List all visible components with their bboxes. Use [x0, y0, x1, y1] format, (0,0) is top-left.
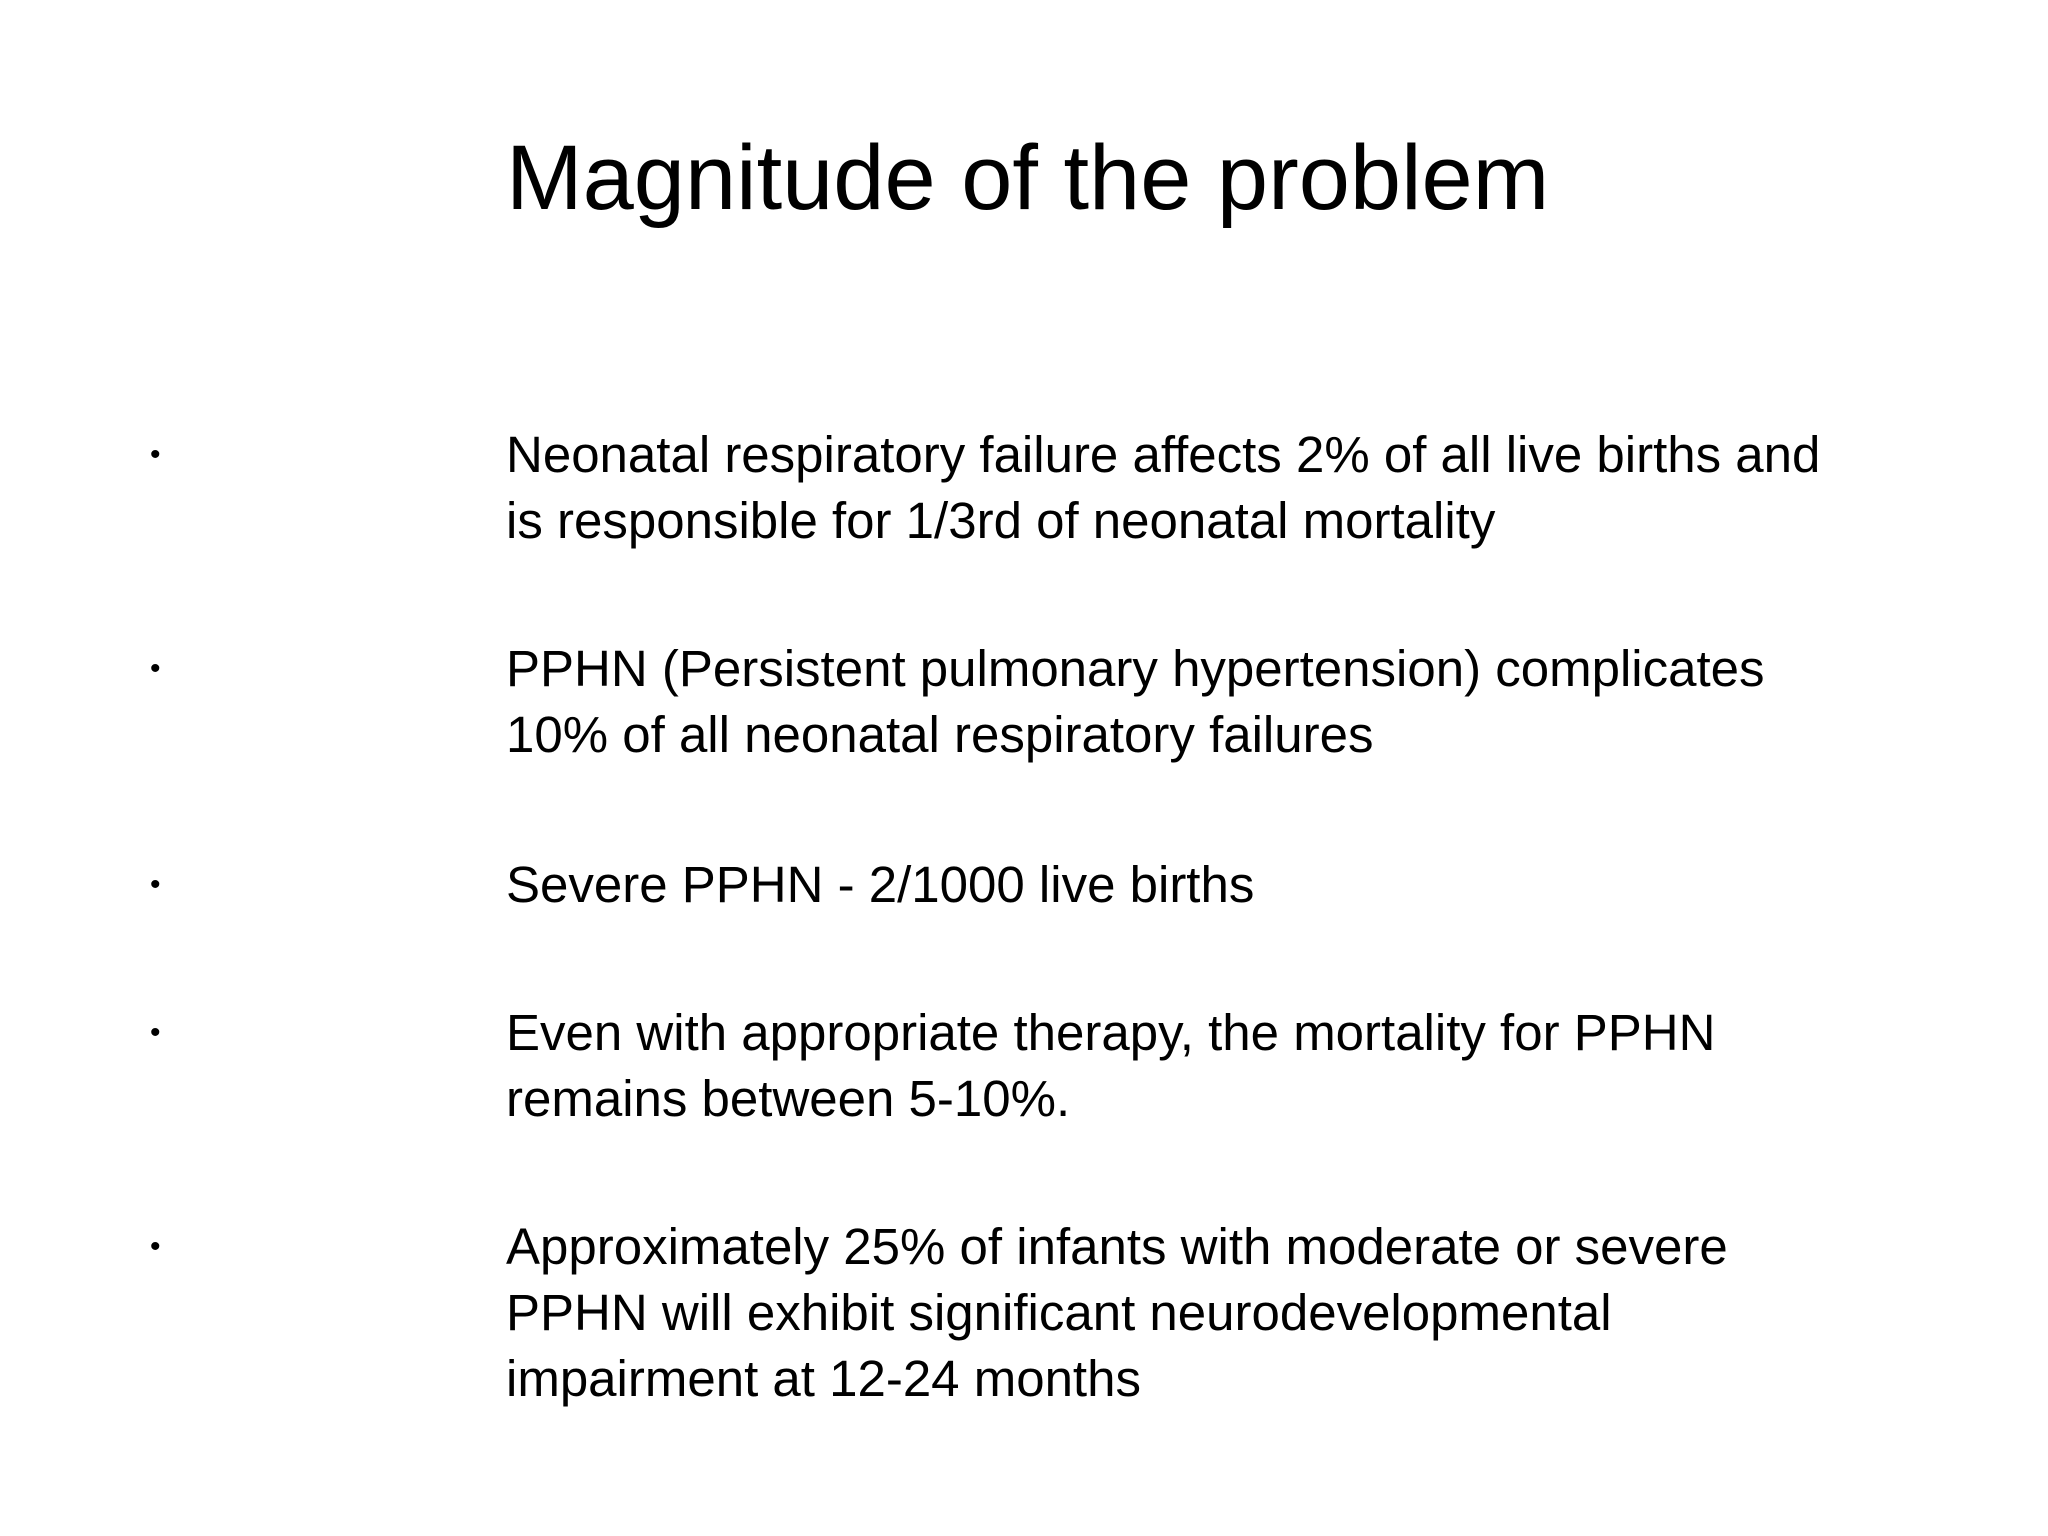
bullet-text	[506, 422, 1986, 554]
bullet-icon: •	[150, 1230, 161, 1263]
bullet-line: PPHN (Persistent pulmonary hypertension) complicates	[506, 640, 1765, 697]
bullet-line: is responsible for 1/3rd of neonatal mortality	[506, 492, 1496, 549]
bullet-text	[506, 852, 1986, 918]
bullet-line: PPHN will exhibit significant neurodevelopmental	[506, 1284, 1612, 1341]
bullet-text	[506, 636, 1986, 768]
bullet-line: 10% of all neonatal respiratory failures	[506, 706, 1374, 763]
bullet-icon: •	[150, 1016, 161, 1049]
bullet-line: impairment at 12-24 months	[506, 1350, 1141, 1407]
bullet-line: Severe PPHN - 2/1000 live births	[506, 856, 1255, 913]
bullet-line: Even with appropriate therapy, the mortality for PPHN	[506, 1004, 1716, 1061]
bullet-text	[506, 1000, 1986, 1132]
bullet-line: Neonatal respiratory failure affects 2% of all live births and	[506, 426, 1821, 483]
bullet-icon: •	[150, 868, 161, 901]
bullet-text	[506, 1214, 1986, 1412]
slide-title: Magnitude of the problem	[506, 127, 1550, 229]
bullet-icon: •	[150, 438, 161, 471]
bullet-line: remains between 5-10%.	[506, 1070, 1071, 1127]
bullet-icon: •	[150, 652, 161, 685]
bullet-line: Approximately 25% of infants with moderate or severe	[506, 1218, 1728, 1275]
